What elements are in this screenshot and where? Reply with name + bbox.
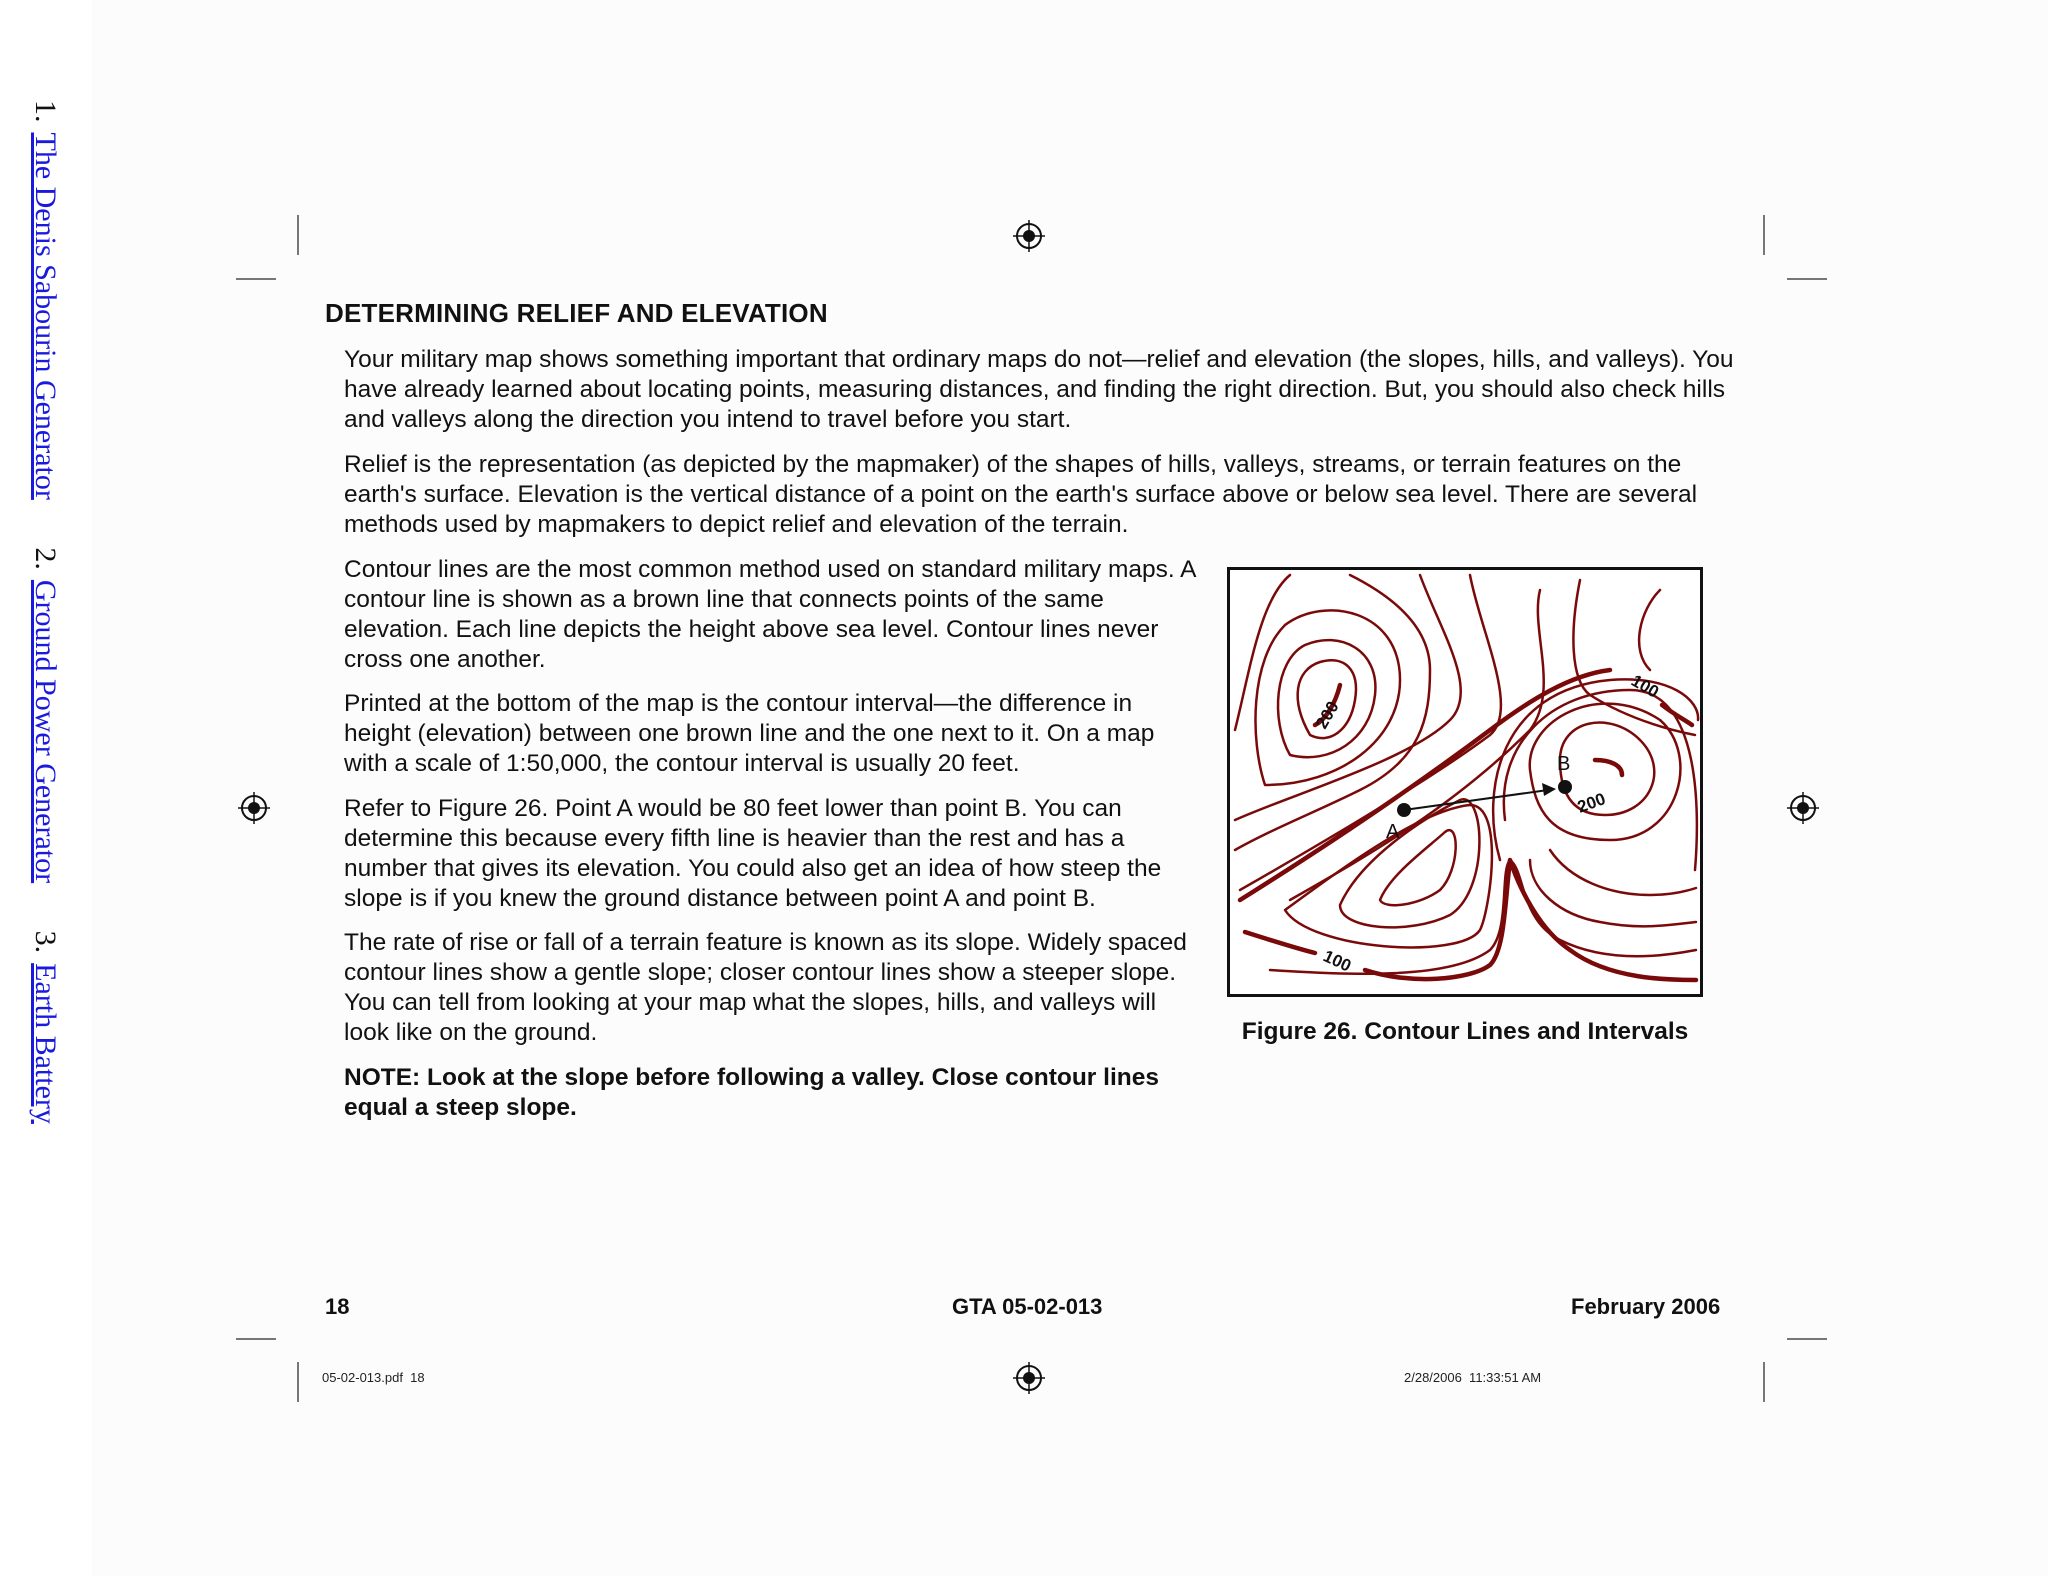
arrowhead-icon bbox=[1542, 783, 1556, 796]
chapter-nav bbox=[28, 100, 62, 1164]
nav-number-1: 1. bbox=[29, 100, 62, 123]
contour-label-right-200: 200 bbox=[1574, 789, 1609, 817]
paragraph-refer-figure: Refer to Figure 26. Point A would be 80 feet lower than point B. You can determine this because every fifth line is heavier than the rest and has a number that gives its elevation. You could also get an idea of how steep the slope is if you knew the ground distance between point A and point B. bbox=[344, 795, 1162, 912]
paragraph-contour-lines: Contour lines are the most common method used on standard military maps. A contour line is shown as a brown line that connects points of the same elevation. Each line depicts the height above sea level. Contour lines never cross one another. bbox=[344, 556, 1196, 673]
nav-link-ground-power-generator[interactable]: Ground Power Generator bbox=[29, 579, 62, 884]
document-page bbox=[92, 0, 2048, 1576]
point-a-label: A bbox=[1386, 821, 1400, 843]
sidebar bbox=[0, 0, 92, 1576]
registration-mark-icon bbox=[1013, 1362, 1045, 1394]
registration-mark-icon bbox=[238, 792, 270, 824]
contour-line bbox=[1530, 704, 1681, 840]
footer-page-number: 18 bbox=[325, 1294, 350, 1319]
paragraph-intro: Your military map shows something important that ordinary maps do not—relief and elevation (the slopes, hills, and valleys). You have already learned about locating points, measuring distances, and finding the right direction. But, you should also check hills and valleys along the direction you intend to travel before you start. bbox=[344, 346, 1734, 433]
slug-timestamp: 2/28/2006 11:33:51 AM bbox=[1404, 1370, 1542, 1385]
contour-line bbox=[1235, 575, 1290, 730]
paragraph-slope: The rate of rise or fall of a terrain feature is known as its slope. Widely spaced contour lines show a gentle slope; closer contour lines show a steeper slope. You can tell from looking at your map what the slopes, hills, and valleys will look like on the ground. bbox=[344, 929, 1187, 1046]
point-b-marker bbox=[1558, 780, 1572, 794]
contour-line-index-100 bbox=[1240, 670, 1610, 900]
contour-line-index-100 bbox=[1662, 705, 1692, 725]
footer-doc-id: GTA 05-02-013 bbox=[952, 1294, 1103, 1319]
registration-mark-icon bbox=[1787, 792, 1819, 824]
paragraph-relief: Relief is the representation (as depicted by the mapmaker) of the shapes of hills, valleys, streams, or terrain features on the earth's surface. Elevation is the vertical distance of a point on the earth's surface above or below sea level. There are several methods used by mapmakers to depict relief and elevation of the terrain. bbox=[344, 451, 1698, 538]
footer-date: February 2006 bbox=[1571, 1294, 1721, 1319]
crop-mark bbox=[1787, 1338, 1827, 1340]
section-heading: DETERMINING RELIEF AND ELEVATION bbox=[325, 298, 828, 328]
figure-caption: Figure 26. Contour Lines and Intervals bbox=[1241, 1018, 1689, 1045]
nav-number-3: 3. bbox=[29, 930, 62, 954]
nav-link-earth-battery[interactable]: Earth Battery bbox=[29, 963, 62, 1124]
crop-mark bbox=[1763, 1362, 1765, 1402]
point-b-label: B bbox=[1557, 753, 1571, 775]
contour-map bbox=[1230, 570, 1700, 994]
nav-link-denis-sabourin-generator[interactable]: The Denis Sabourin Generator bbox=[29, 132, 62, 500]
crop-mark bbox=[236, 1338, 276, 1340]
paragraph-contour-interval: Printed at the bottom of the map is the contour interval—the difference in height (elevation) between one brown line and the one next to it. On a map with a scale of 1:50,000, the contour interval is usually 20 feet. bbox=[344, 690, 1155, 777]
contour-label-upper-100: 100 bbox=[1628, 671, 1663, 702]
slug-file: 05-02-013.pdf 18 bbox=[322, 1370, 425, 1385]
crop-mark bbox=[297, 215, 299, 255]
crop-mark bbox=[1763, 215, 1765, 255]
contour-line bbox=[1550, 850, 1696, 895]
contour-line-index-100 bbox=[1245, 932, 1315, 953]
contour-lines bbox=[1235, 575, 1698, 980]
registration-mark-icon bbox=[1013, 220, 1045, 252]
contour-line-index-200 bbox=[1595, 760, 1622, 775]
crop-mark bbox=[297, 1362, 299, 1402]
note-text: NOTE: Look at the slope before following a valley. Close contour lines equal a steep slope. bbox=[344, 1064, 1159, 1121]
contour-line-index-100 bbox=[1365, 860, 1696, 980]
crop-mark bbox=[1787, 278, 1827, 280]
contour-label-lower-100: 100 bbox=[1320, 946, 1355, 976]
contour-line bbox=[1573, 580, 1695, 735]
nav-number-2: 2. bbox=[29, 547, 62, 570]
contour-map-figure bbox=[1227, 567, 1703, 997]
contour-line bbox=[1639, 590, 1660, 670]
contour-label-left-200: 200 bbox=[1312, 697, 1343, 732]
crop-mark bbox=[236, 278, 276, 280]
contour-line bbox=[1560, 723, 1654, 815]
